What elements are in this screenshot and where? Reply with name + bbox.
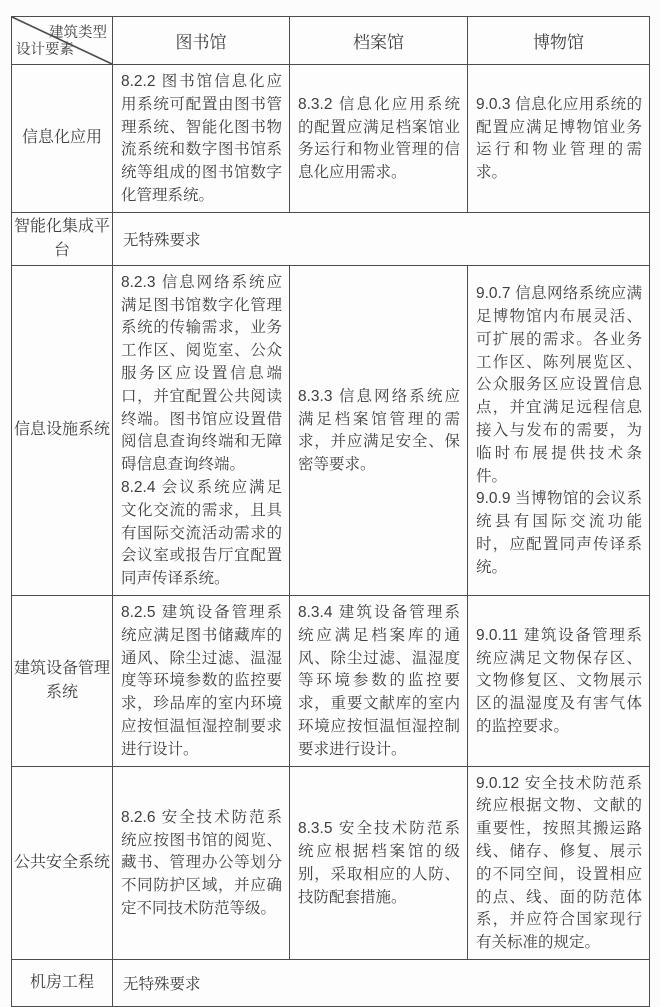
row-label-intelligent-integration-platform: 智能化集成平台 <box>12 212 113 265</box>
cell-text: 8.3.5 安全技术防范系统应根据档案馆的级别，采取相应的人防、技防配套措施。 <box>298 820 460 906</box>
cell-library-information-application <box>113 65 290 213</box>
cell-text: 8.2.4 会议系统应满足文化交流的需求，且具有国际交流活动需求的会议室或报告厅宜配置同声传译系统。 <box>121 478 282 588</box>
cell-museum-building-equipment <box>468 595 650 766</box>
cell-text: 8.3.4 建筑设备管理系统应满足档案库的通风、除尘过滤、温湿度等环境参数的监控要求，重要文献库的室内环境应按恒温恒湿控制要求进行设计。 <box>298 603 460 758</box>
header-building-type-label: 建筑类型 <box>49 25 107 41</box>
cell-museum-public-security <box>468 766 650 959</box>
cell-text: 9.0.11 建筑设备管理系统应满足文物保存区、文物修复区、文物展示区的温湿度及有害气体的监控要求。 <box>476 626 642 735</box>
row-label-machine-room-engineering: 机房工程 <box>12 959 113 1006</box>
cell-library-public-security <box>113 766 290 959</box>
table-row-information-facility-system <box>12 265 650 595</box>
column-header-museum: 博物馆 <box>468 17 650 65</box>
cell-museum-information-facility <box>468 265 650 595</box>
header-row <box>12 17 650 65</box>
cell-text: 8.3.3 信息网络系统应满足档案馆管理的需求，并应满足安全、保密等要求。 <box>298 387 460 474</box>
cell-text: 8.2.2 图书馆信息化应用系统可配置由图书管理系统、智能化图书物流系统和数字图书馆系统等组成的图书馆数字化管理系统。 <box>121 73 282 204</box>
row-label-information-facility-system: 信息设施系统 <box>12 265 113 595</box>
table-row-public-security-system <box>12 766 650 959</box>
cell-archives-public-security <box>290 766 468 959</box>
cell-text: 8.2.3 信息网络系统应满足图书馆数字化管理系统的传输需求，业务工作区、阅览室、公众服务区应设置信息端口，并宜配置公共阅读终端。图书馆应设置借阅信息查询终端和无障碍信息查询终端。 <box>121 273 282 474</box>
cell-text: 9.0.12 安全技术防范系统应根据文物、文献的重要性，按照其搬运路线、储存、修复、展示的不同空间，设置相应的点、线、面的防范体系，并应符合国家现行有关标准的规定。 <box>476 774 642 952</box>
cell-text: 9.0.3 信息化应用系统的配置应满足博物馆业务运行和物业管理的需求。 <box>476 95 642 182</box>
cell-merged-no-special-requirement-2: 无特殊要求 <box>113 959 650 1006</box>
table-row-machine-room-engineering <box>12 959 650 1006</box>
cell-merged-no-special-requirement-1: 无特殊要求 <box>113 212 650 265</box>
table-row-building-equipment-management <box>12 595 650 766</box>
diagonal-header-cell <box>12 17 113 65</box>
cell-archives-information-application <box>290 65 468 213</box>
cell-text: 8.2.6 安全技术防范系统应按图书馆的阅览、藏书、管理办公等划分不同防护区域，并应确定不同技术防范等级。 <box>121 808 282 917</box>
row-label-building-equipment-management: 建筑设备管理系统 <box>12 595 113 766</box>
cell-library-information-facility <box>113 265 290 595</box>
row-label-information-application: 信息化应用 <box>12 65 113 213</box>
building-design-requirements-table <box>11 16 650 1007</box>
cell-text: 8.3.2 信息化应用系统的配置应满足档案馆业务运行和物业管理的信息化应用需求。 <box>298 95 460 182</box>
cell-archives-information-facility <box>290 265 468 595</box>
cell-text: 9.0.9 当博物馆的会议系统县有国际交流功能时，应配置同声传译系统。 <box>476 490 642 576</box>
header-design-element-label: 设计要素 <box>16 42 74 58</box>
cell-library-building-equipment <box>113 595 290 766</box>
table-row-information-application <box>12 65 650 213</box>
column-header-archives: 档案馆 <box>290 17 468 65</box>
column-header-library: 图书馆 <box>113 17 290 65</box>
row-label-public-security-system: 公共安全系统 <box>12 766 113 959</box>
cell-text: 8.2.5 建筑设备管理系统应满足图书储藏库的通风、除尘过滤、温湿度等环境参数的监控要求，珍品库的室内环境应按恒温恒湿控制要求进行设计。 <box>121 603 282 758</box>
table-row-intelligent-integration-platform <box>12 212 650 265</box>
cell-archives-building-equipment <box>290 595 468 766</box>
cell-museum-information-application <box>468 65 650 213</box>
cell-text: 9.0.7 信息网络系统应满足博物馆内布展灵活、可扩展的需求。各业务工作区、陈列展览区、公众服务区应设置信息点，并宜满足远程信息接入与发布的需要，为临时布展提供技术条件。 <box>476 285 642 485</box>
